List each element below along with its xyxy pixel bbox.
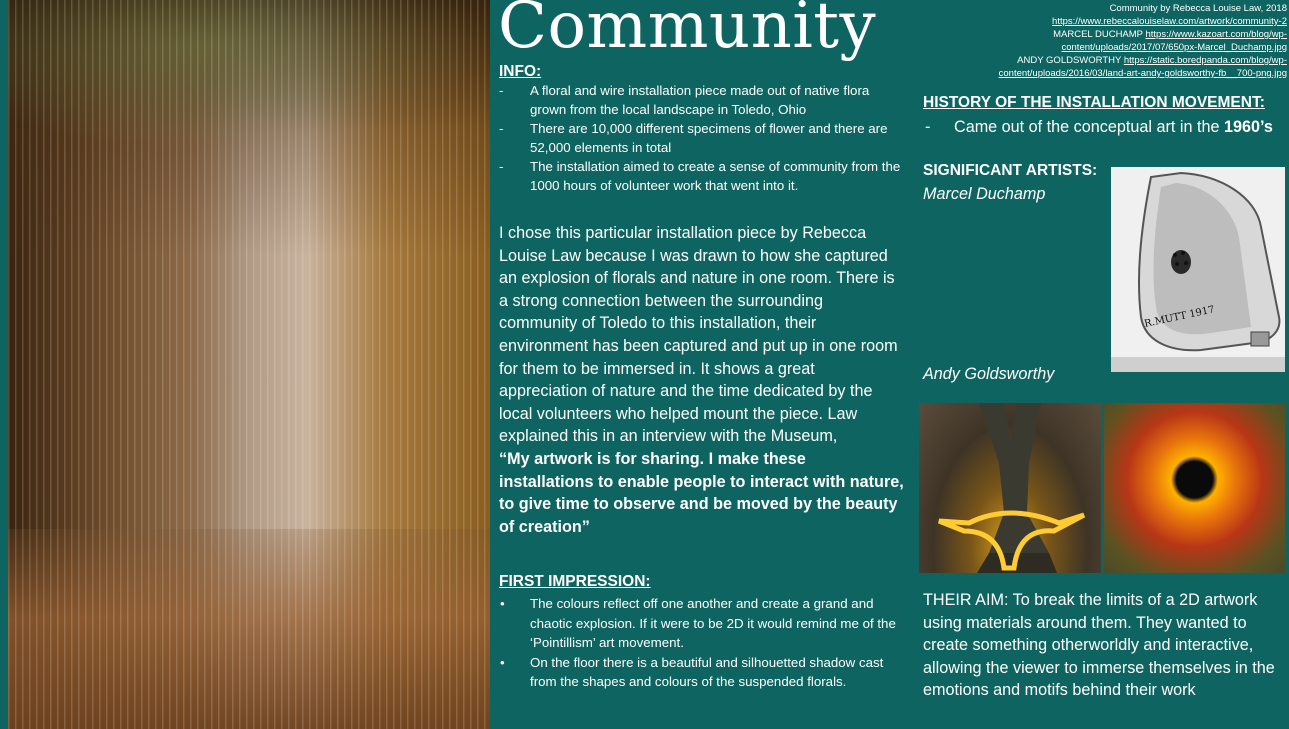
installation-photo [8,0,490,729]
list-item: • The colours reflect off one another and create a grand and chaotic explosion. If it were to be 2D it would remind me of the ‘Pointillism’ art movement. [499,594,904,653]
list-item: - The installation aimed to create a sense of community from the 1000 hours of volunteer work that went into it. [499,157,904,195]
artist-name: Andy Goldsworthy [923,365,1055,383]
fountain-illustration [1111,167,1285,372]
credit-link[interactable]: content/uploads/2017/07/650px-Marcel_Duchamp.jpg [1061,42,1287,53]
credit-label: ANDY GOLDSWORTHY [1017,55,1122,66]
history-decade: 1960’s [1223,118,1273,136]
first-impression-section [499,573,904,692]
list-item: - A floral and wire installation piece made out of native flora grown from the local landscape in Toledo, Ohio [499,81,904,119]
list-item: • On the floor there is a beautiful and silhouetted shadow cast from the shapes and colours of the suspended florals. [499,653,904,692]
artist-quote: “My artwork is for sharing. I make these installations to enable people to interact with nature, to give time to observe and be moved by the beauty of creation” [499,449,904,536]
credit-link[interactable]: https://static.boredpanda.com/blog/wp- [1123,55,1287,66]
essay-section [499,222,904,538]
info-heading: INFO: [499,63,542,80]
photo-hanging-strands [8,0,490,729]
history-text: Came out of the conceptual art in the [954,118,1224,136]
aim-section [923,589,1281,702]
history-heading: HISTORY OF THE INSTALLATION MOVEMENT: [923,94,1265,111]
artist-goldsworthy [923,363,1103,385]
credit-line: Community by Rebecca Louise Law, 2018 [1109,3,1287,14]
goldsworthy-tree-image [919,403,1101,573]
first-impression-heading: FIRST IMPRESSION: [499,573,651,590]
duchamp-fountain-image [1111,167,1285,372]
info-section [499,63,904,195]
image-credits [957,2,1287,80]
first-impression-list [499,594,904,692]
aim-text: THEIR AIM: To break the limits of a 2D artwork using materials around them. They wanted to create something otherworldly and interactive, allowing the viewer to immerse themselves in the emotions and motifs behind their work [923,591,1275,700]
credit-label: MARCEL DUCHAMP [1053,29,1143,40]
list-item: - There are 10,000 different specimens of flower and there are 52,000 elements in total [499,119,904,157]
tree-illustration [919,403,1101,573]
credit-link[interactable]: content/uploads/2016/03/land-art-andy-goldsworthy-fb__700-png.jpg [998,68,1287,79]
left-edge-strip [0,0,8,729]
credit-link[interactable]: https://www.rebeccalouiselaw.com/artwork/community-2 [1052,16,1287,27]
artists-section [923,162,1103,205]
goldsworthy-leaves-image [1104,403,1285,573]
artists-heading: SIGNIFICANT ARTISTS: [923,162,1098,179]
history-section [923,94,1281,139]
essay-paragraph: I chose this particular installation piece by Rebecca Louise Law because I was drawn to how she captured an explosion of florals and nature in one room. There is a strong connection between the surrounding community of Toledo to this installation, their environment has been captured and put up in one room for them to be immersed in. It shows a great appreciation of nature and the time dedicated by the local volunteers who helped mount the piece. Law explained this in an interview with the Museum, [499,224,898,446]
page-title: Community [498,0,877,63]
history-item [923,116,1284,139]
artist-name: Marcel Duchamp [923,185,1046,203]
fountain-signature: R.MUTT 1917 [1143,304,1216,330]
info-list [499,81,904,195]
credit-link[interactable]: https://www.kazoart.com/blog/wp- [1145,29,1287,40]
